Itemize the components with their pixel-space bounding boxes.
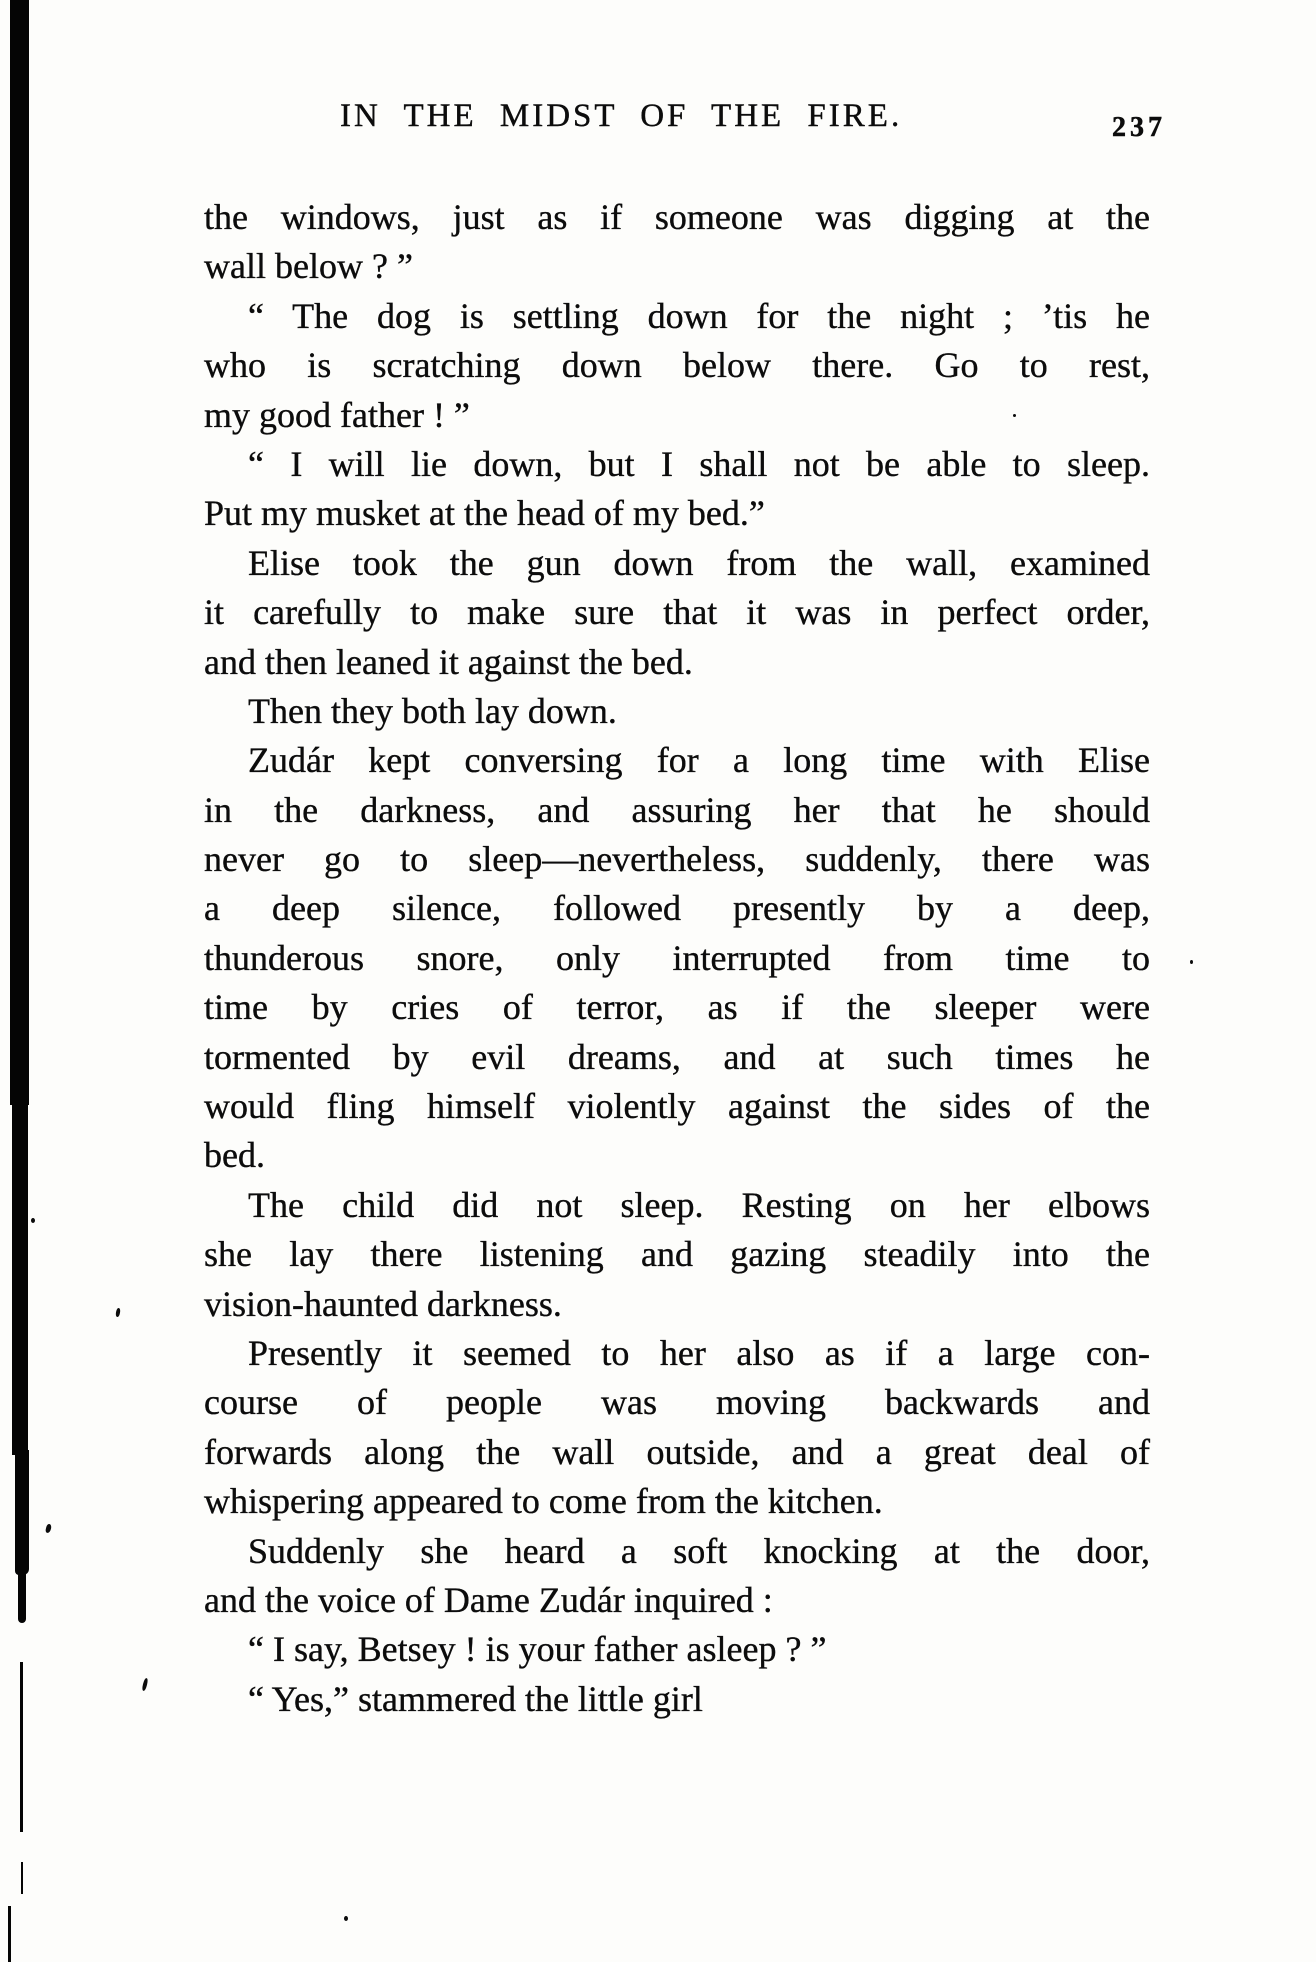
scan-speck (1190, 960, 1193, 964)
scan-binding-bar (21, 1862, 23, 1894)
scan-binding-bar (18, 1568, 26, 1623)
text-line: course of people was moving backwards and (204, 1382, 1150, 1423)
scan-speck (344, 1916, 348, 1921)
text-line: my good father ! ” (204, 394, 470, 435)
text-line: vision-haunted darkness. (204, 1283, 562, 1324)
text-line: “ I will lie down, but I shall not be able to sleep. (248, 443, 1150, 484)
text-line: a deep silence, followed presently by a deep, (204, 888, 1150, 929)
page-number: 237 (1112, 112, 1166, 143)
text-line: it carefully to make sure that it was in perfect order, (204, 592, 1150, 633)
text-line: would fling himself violently against the sides of the (204, 1086, 1150, 1127)
text-line: and then leaned it against the bed. (204, 641, 693, 682)
text-line: and the voice of Dame Zudár inquired : (204, 1579, 773, 1620)
text-line: forwards along the wall outside, and a great deal of (204, 1431, 1150, 1472)
scan-binding-bar (10, 0, 29, 1105)
text-line: who is scratching down below there. Go to rest, (204, 345, 1150, 386)
text-line: she lay there listening and gazing steadily into the (204, 1234, 1150, 1275)
scan-binding-bar (8, 1906, 11, 1962)
text-line: Presently it seemed to her also as if a large con- (248, 1332, 1150, 1373)
text-line: the windows, just as if someone was digging at the (204, 197, 1150, 237)
text-line: thunderous snore, only interrupted from time to (204, 937, 1150, 978)
text-line: Elise took the gun down from the wall, examined (248, 542, 1150, 583)
text-line: never go to sleep—nevertheless, suddenly, there was (204, 839, 1150, 880)
text-line: tormented by evil dreams, and at such times he (204, 1036, 1150, 1077)
scan-binding-bar (12, 1100, 28, 1455)
scan-speck (115, 1308, 121, 1318)
text-line: wall below ? ” (204, 246, 413, 287)
scan-speck (31, 1218, 35, 1223)
running-header-title: IN THE MIDST OF THE FIRE. (340, 98, 903, 134)
text-block (204, 193, 1150, 1724)
text-line: whispering appeared to come from the kitchen. (204, 1481, 883, 1522)
text-line: Then they both lay down. (248, 690, 617, 731)
text-line: Suddenly she heard a soft knocking at the door, (248, 1530, 1150, 1571)
text-line: bed. (204, 1135, 265, 1176)
scan-binding-bar (15, 1450, 29, 1575)
text-line: “ I say, Betsey ! is your father asleep ? ” (248, 1629, 827, 1670)
text-line: “ Yes,” stammered the little girl (248, 1678, 703, 1719)
scan-speck (45, 1524, 52, 1534)
text-line: “ The dog is settling down for the night ; ’tis he (248, 295, 1150, 336)
scan-binding-bar (20, 1662, 23, 1832)
text-line: in the darkness, and assuring her that he should (204, 789, 1150, 830)
scan-speck (141, 1678, 148, 1692)
text-line: Put my musket at the head of my bed.” (204, 493, 765, 534)
text-line: time by cries of terror, as if the sleeper were (204, 987, 1150, 1028)
text-line: Zudár kept conversing for a long time with Elise (248, 740, 1150, 781)
text-line: The child did not sleep. Resting on her elbows (248, 1184, 1150, 1225)
